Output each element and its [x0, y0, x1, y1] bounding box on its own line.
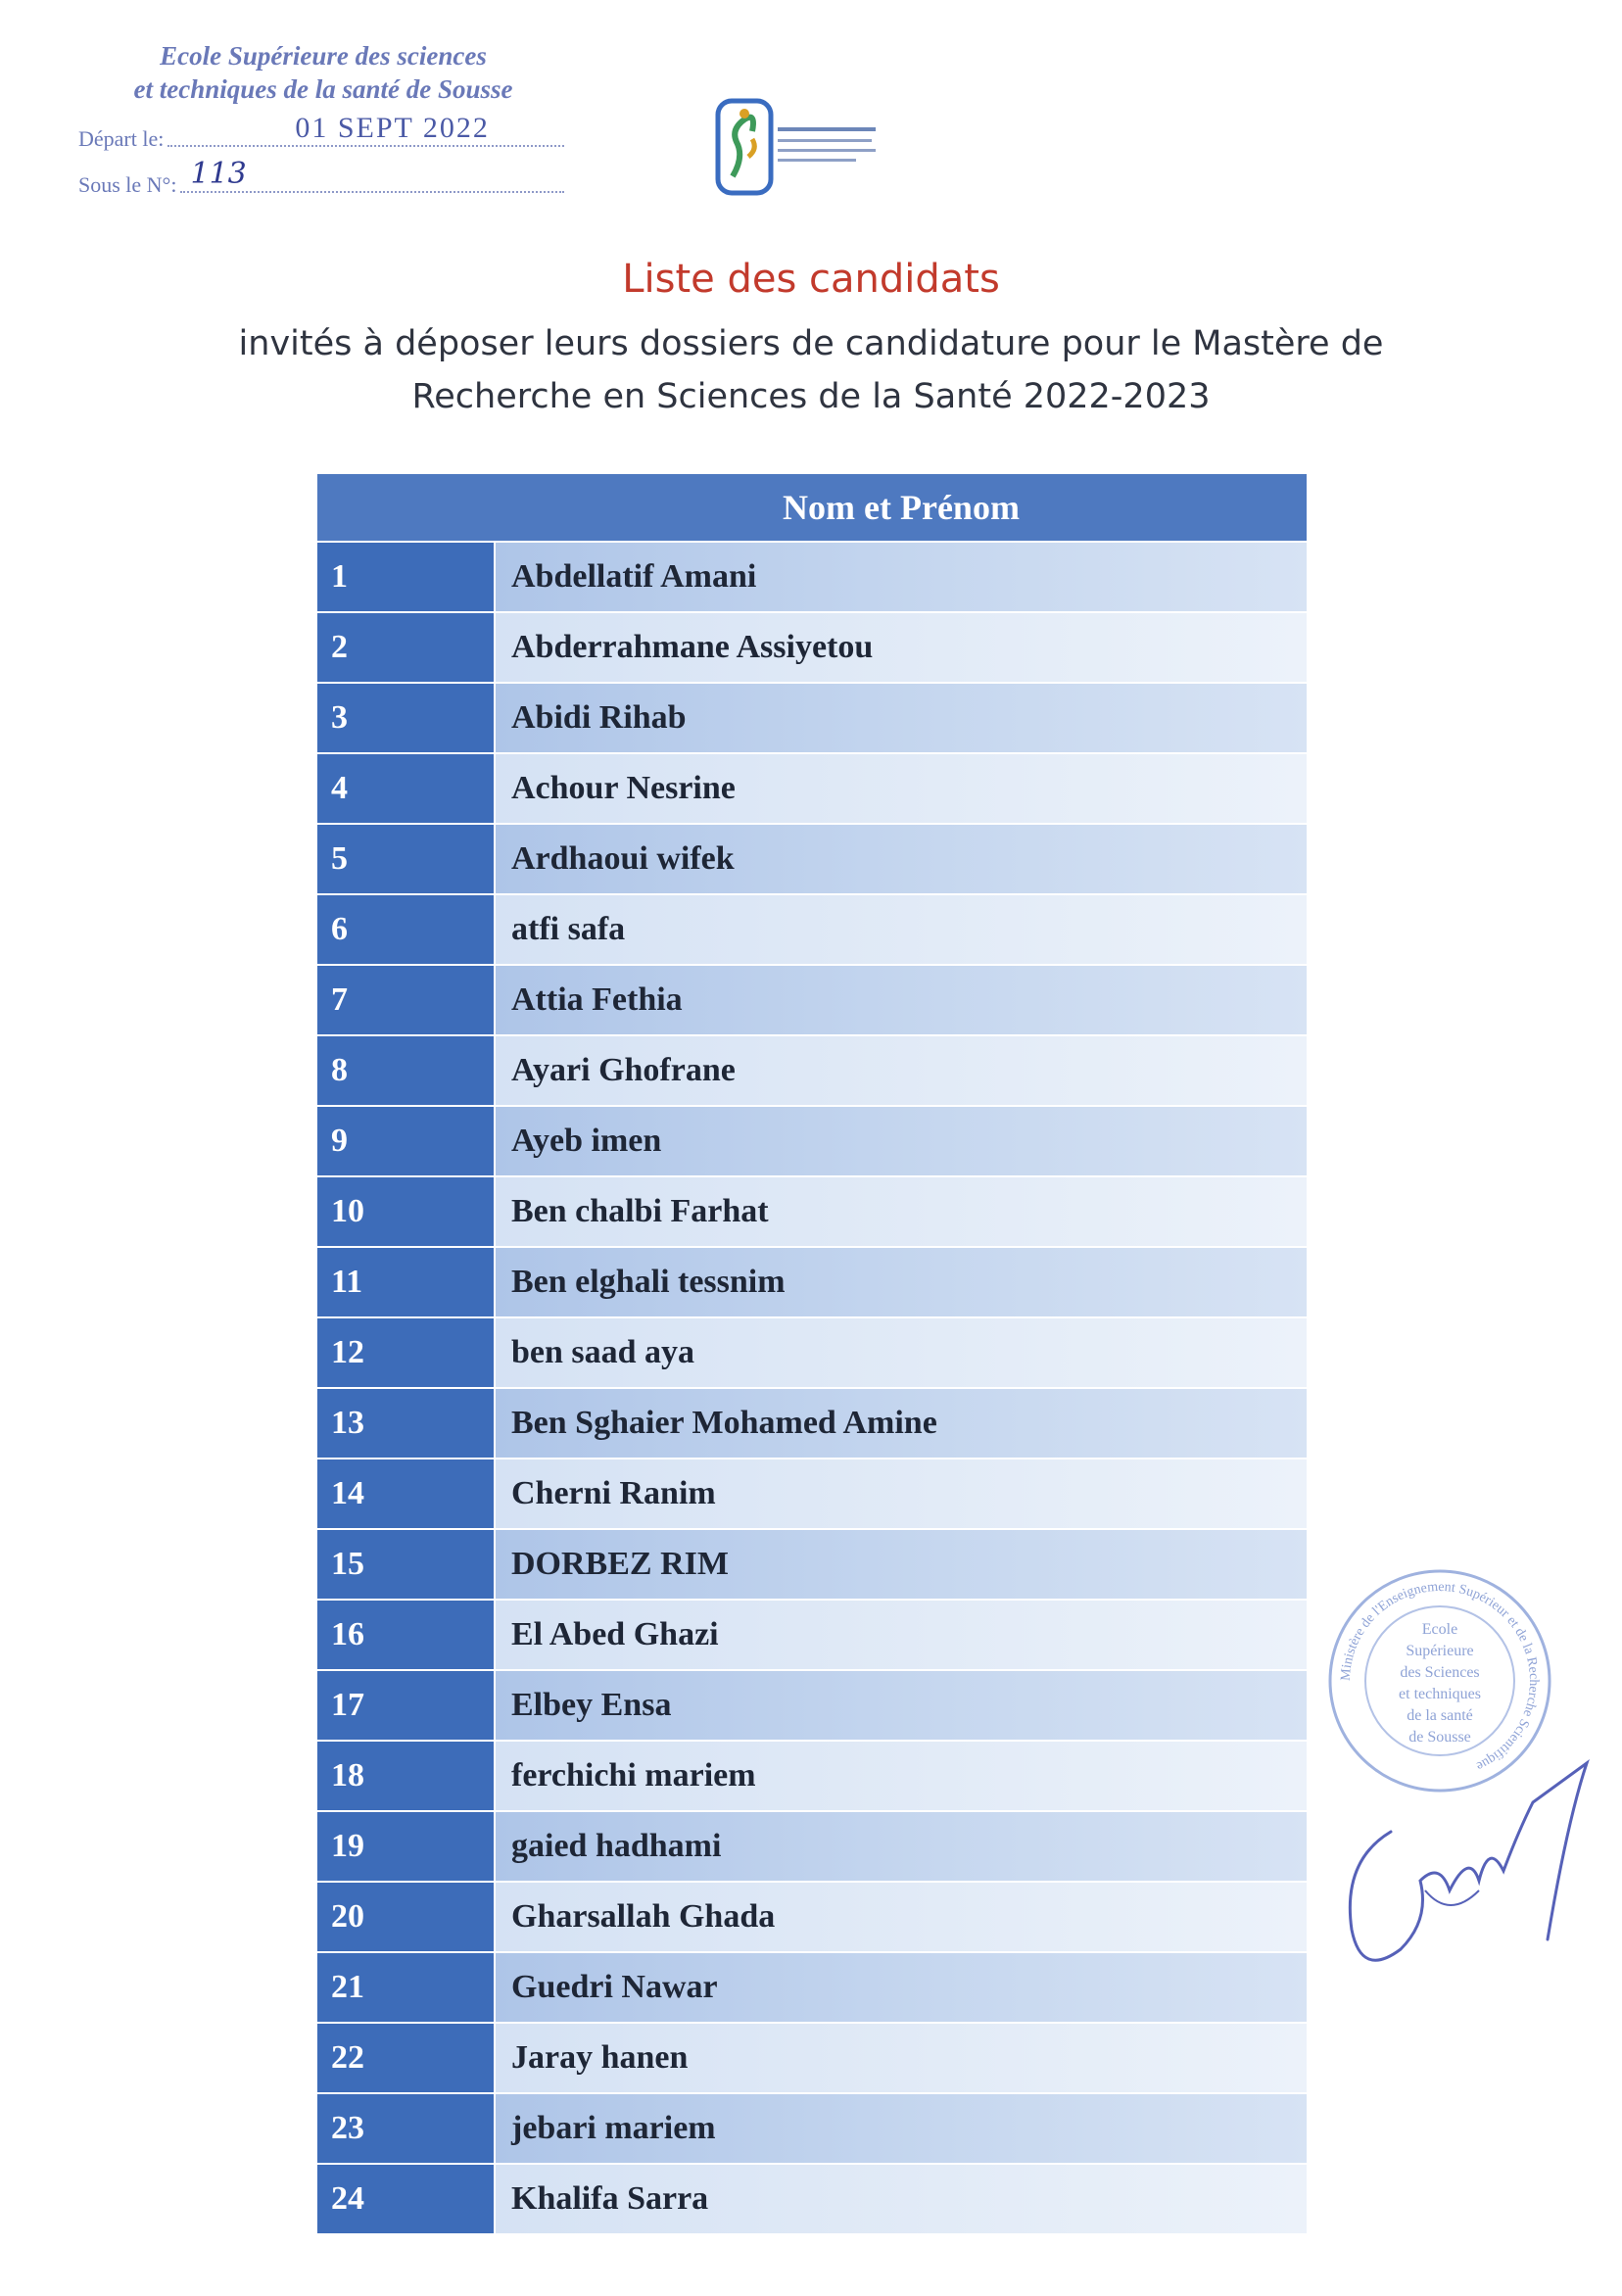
row-number: 22: [317, 2024, 494, 2092]
row-number: 5: [317, 825, 494, 893]
stamp-number-label: Sous le N°:: [78, 172, 177, 197]
table-row: [317, 1387, 1307, 1458]
candidates-table: [317, 474, 1307, 2233]
row-candidate-name: Abidi Rihab: [496, 684, 1307, 752]
table-row: [317, 1881, 1307, 1951]
row-candidate-name: ben saad aya: [496, 1318, 1307, 1387]
page-title: Liste des candidats: [622, 257, 1000, 302]
table-row: [317, 2022, 1307, 2092]
seal-line-5: de la santé: [1407, 1707, 1473, 1724]
table-row: [317, 1810, 1307, 1881]
row-number: 9: [317, 1107, 494, 1175]
stamp-depart-label: Départ le:: [78, 126, 165, 151]
seal-line-2: Supérieure: [1406, 1643, 1474, 1659]
table-row: [317, 541, 1307, 611]
stamp-number-dots: [180, 157, 564, 193]
row-candidate-name: Jaray hanen: [496, 2024, 1307, 2092]
stamp-depart-row: [78, 112, 568, 152]
subtitle-line2: Recherche en Sciences de la Santé 2022-2023: [411, 377, 1211, 416]
row-candidate-name: Ben Sghaier Mohamed Amine: [496, 1389, 1307, 1458]
row-candidate-name: Abdellatif Amani: [496, 543, 1307, 611]
stamp-number-row: [78, 157, 568, 198]
seal-ring-text: Ministère de l'Enseignement Supérieur et de la Recherche Scientifique: [1338, 1579, 1542, 1774]
row-number: 8: [317, 1036, 494, 1105]
row-candidate-name: DORBEZ RIM: [496, 1530, 1307, 1599]
row-number: 23: [317, 2094, 494, 2163]
row-candidate-name: Ben chalbi Farhat: [496, 1177, 1307, 1246]
row-candidate-name: Elbey Ensa: [496, 1671, 1307, 1740]
row-number: 10: [317, 1177, 494, 1246]
table-row: [317, 1458, 1307, 1528]
row-number: 1: [317, 543, 494, 611]
seal-line-3: des Sciences: [1400, 1664, 1480, 1681]
table-row: [317, 1740, 1307, 1810]
row-number: 7: [317, 966, 494, 1034]
row-candidate-name: ferchichi mariem: [496, 1742, 1307, 1810]
table-row: [317, 1669, 1307, 1740]
row-number: 17: [317, 1671, 494, 1740]
row-candidate-name: Guedri Nawar: [496, 1953, 1307, 2022]
row-number: 6: [317, 895, 494, 964]
signature-icon: [1332, 1744, 1606, 1998]
row-candidate-name: Ayari Ghofrane: [496, 1036, 1307, 1105]
row-candidate-name: Ayeb imen: [496, 1107, 1307, 1175]
table-row: [317, 1105, 1307, 1175]
seal-line-1: Ecole: [1421, 1621, 1458, 1638]
row-number: 19: [317, 1812, 494, 1881]
table-row: [317, 682, 1307, 752]
table-header: [317, 474, 1307, 541]
stamp-school-line2: et techniques de la santé de Sousse: [133, 74, 513, 104]
table-row: [317, 1599, 1307, 1669]
table-row: [317, 1528, 1307, 1599]
table-row: [317, 611, 1307, 682]
stamp-depart-dots: [167, 112, 564, 147]
table-row: [317, 1034, 1307, 1105]
page-subtitle: [196, 317, 1426, 423]
row-number: 16: [317, 1601, 494, 1669]
table-row: [317, 1246, 1307, 1316]
stamp-number-value: 113: [190, 157, 247, 191]
seal-line-4: et techniques: [1399, 1686, 1481, 1702]
row-candidate-name: atfi safa: [496, 895, 1307, 964]
table-row: [317, 2163, 1307, 2233]
row-candidate-name: Abderrahmane Assiyetou: [496, 613, 1307, 682]
row-number: 18: [317, 1742, 494, 1810]
row-number: 13: [317, 1389, 494, 1458]
table-row: [317, 2092, 1307, 2163]
row-candidate-name: Attia Fethia: [496, 966, 1307, 1034]
subtitle-line1: invités à déposer leurs dossiers de candidature pour le Mastère de: [238, 324, 1384, 363]
row-number: 21: [317, 1953, 494, 2022]
row-number: 20: [317, 1883, 494, 1951]
table-row: [317, 1951, 1307, 2022]
row-number: 14: [317, 1459, 494, 1528]
stamp-school-line1: Ecole Supérieure des sciences: [160, 41, 487, 71]
row-number: 3: [317, 684, 494, 752]
column-header-name: Nom et Prénom: [783, 488, 1020, 527]
row-number: 11: [317, 1248, 494, 1316]
school-logo-icon: [715, 98, 882, 196]
table-row: [317, 823, 1307, 893]
row-number: 4: [317, 754, 494, 823]
table-row: [317, 1316, 1307, 1387]
table-row: [317, 964, 1307, 1034]
row-number: 12: [317, 1318, 494, 1387]
row-candidate-name: Ardhaoui wifek: [496, 825, 1307, 893]
registry-stamp: [78, 39, 568, 235]
row-number: 24: [317, 2165, 494, 2233]
row-candidate-name: Ben elghali tessnim: [496, 1248, 1307, 1316]
row-candidate-name: jebari mariem: [496, 2094, 1307, 2163]
table-row: [317, 893, 1307, 964]
row-candidate-name: El Abed Ghazi: [496, 1601, 1307, 1669]
row-number: 2: [317, 613, 494, 682]
table-row: [317, 1175, 1307, 1246]
row-candidate-name: Khalifa Sarra: [496, 2165, 1307, 2233]
row-candidate-name: gaied hadhami: [496, 1812, 1307, 1881]
row-candidate-name: Gharsallah Ghada: [496, 1883, 1307, 1951]
stamp-depart-value: 01 SEPT 2022: [295, 112, 490, 144]
row-number: 15: [317, 1530, 494, 1599]
table-row: [317, 752, 1307, 823]
row-candidate-name: Achour Nesrine: [496, 754, 1307, 823]
row-candidate-name: Cherni Ranim: [496, 1459, 1307, 1528]
seal-line-6: de Sousse: [1408, 1729, 1471, 1746]
